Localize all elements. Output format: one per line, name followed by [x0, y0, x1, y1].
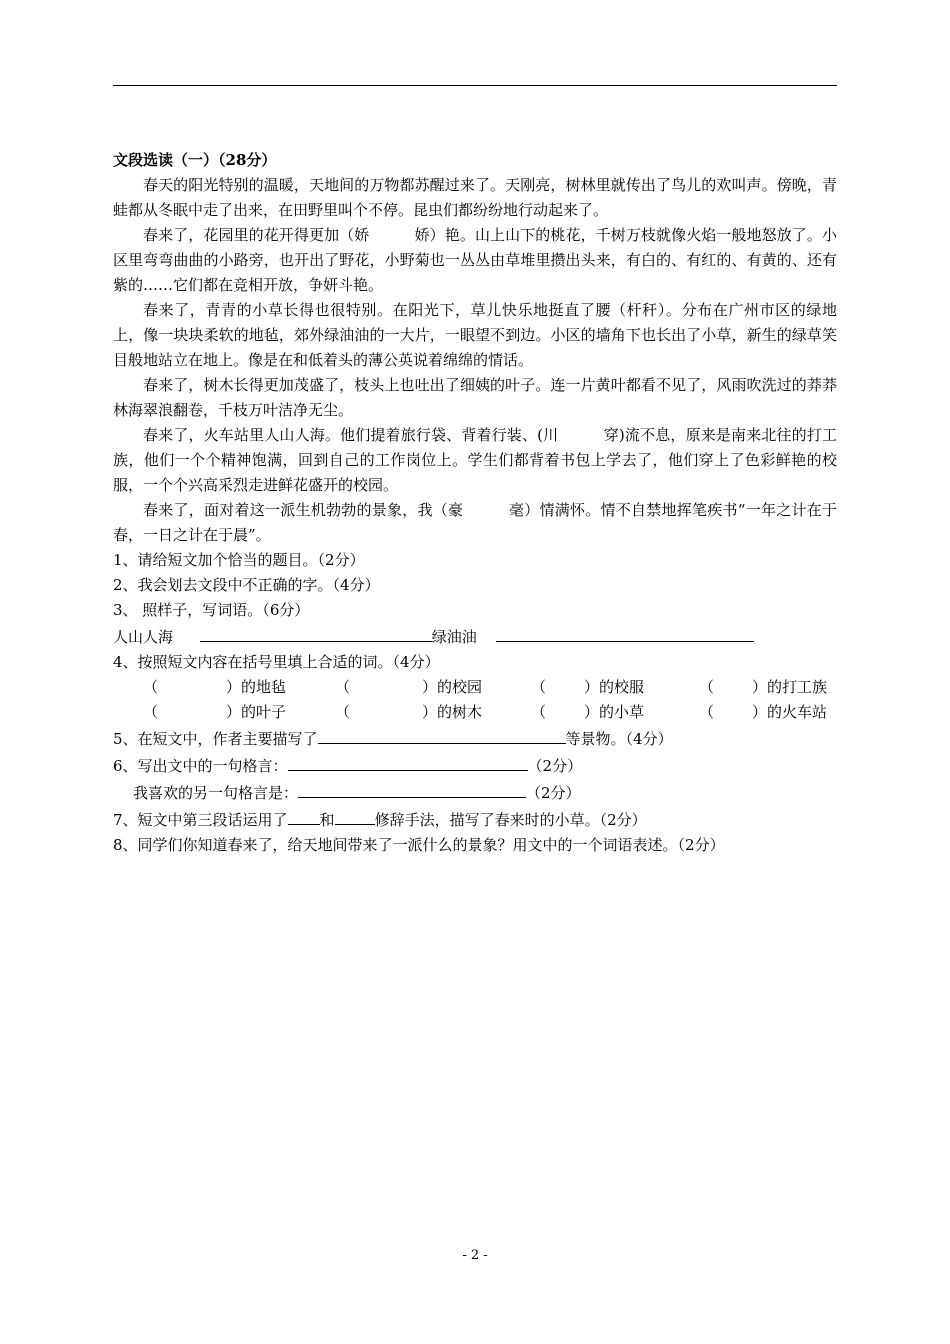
section-title: 文段选读（一）（28分）: [113, 151, 277, 169]
passage-paragraph-3: 春来了，青青的小草长得也很特别。在阳光下，草儿快乐地挺直了腰（杆秆）。分布在广州市区的绿地上，像一块块柔软的地毡，郊外绿油油的一大片，一眼望不到边。小区的墙角下也长出了小草，新生的绿草笑目般地站立在地上。像是在和低着头的薄公英说着绵绵的情话。: [113, 301, 837, 369]
passage-paragraph-4: 春来了，树木长得更加茂盛了，枝头上也吐出了细姨的叶子。连一片黄叶都看不见了，风雨吹洗过的莽莽林海翠浪翻卷，千枝万叶洁净无尘。: [113, 376, 837, 419]
question-7: 7、短文中第三段话运用了 和 修辞手法，描写了春来时的小草。（2分）: [113, 806, 837, 833]
q3-answer-blank-1[interactable]: [200, 623, 432, 642]
question-4-row-1: [113, 675, 837, 700]
q7-answer-blank-2[interactable]: [335, 806, 375, 825]
question-4: 4、按照短文内容在括号里填上合适的词。（4分）: [113, 653, 440, 671]
q6b-answer-blank[interactable]: [298, 779, 526, 798]
worksheet-content: [113, 148, 837, 858]
q4-item-8[interactable]: （ ）的火车站: [699, 703, 828, 721]
passage-paragraph-6: 春来了，面对着这一派生机勃勃的景象，我（豪 毫）情满怀。情不自禁地挥笔疾书“一年之计在于春，一日之计在于晨”。: [113, 501, 837, 544]
q3-answer-blank-2[interactable]: [496, 623, 754, 642]
question-6b: 我喜欢的另一句格言是： （2分）: [113, 779, 837, 806]
q4-item-4[interactable]: （ ）的打工族: [699, 678, 828, 696]
q3-example-word-2: 绿油油: [431, 628, 477, 646]
passage-paragraph-1: 春天的阳光特别的温暖，天地间的万物都苏醒过来了。天刚亮，树林里就传出了鸟儿的欢叫声。傍晚，青蛙都从冬眠中走了出来，在田野里叫个不停。昆虫们都纷纷地行动起来了。: [113, 176, 837, 219]
question-3: 3、 照样子，写词语。（6分）: [113, 601, 310, 619]
question-1: 1、请给短文加个恰当的题目。（2分）: [113, 551, 365, 569]
q4-item-7[interactable]: （ ）的小草: [531, 703, 645, 721]
q4-item-5[interactable]: （ ）的叶子: [143, 703, 287, 721]
q4-item-1[interactable]: （ ）的地毡: [143, 678, 287, 696]
question-5: 5、在短文中，作者主要描写了 等景物。（4分）: [113, 725, 837, 752]
passage-paragraph-2: 春来了，花园里的花开得更加（娇 娇）艳。山上山下的桃花，千树万枝就像火焰一般地怒放了。小区里弯弯曲曲的小路旁，也开出了野花，小野菊也一丛丛由草堆里攒出头来，有白的、有红的、有黄的、还有紫的……它们都在竞相开放，争妍斗艳。: [113, 226, 837, 294]
question-8: 8、同学们你知道春来了，给天地间带来了一派什么的景象？用文中的一个词语表述。（2分）: [113, 836, 725, 854]
question-4-row-2: [113, 700, 837, 725]
passage-paragraph-5: 春来了，火车站里人山人海。他们提着旅行袋、背着行装、(川 穿)流不息，原来是南来北往的打工族，他们一个个精神饱满，回到自己的工作岗位上。学生们都背着书包上学去了，他们穿上了色彩鲜艳的校服，一个个兴高采烈走进鲜花盛开的校园。: [113, 426, 837, 494]
question-6: 6、写出文中的一句格言： （2分）: [113, 752, 837, 779]
q4-item-2[interactable]: （ ）的校园: [335, 678, 483, 696]
q4-item-6[interactable]: （ ）的树木: [335, 703, 483, 721]
q5-answer-blank[interactable]: [318, 725, 566, 744]
q6-answer-blank[interactable]: [288, 752, 528, 771]
header-rule: [113, 85, 837, 86]
q4-item-3[interactable]: （ ）的校服: [531, 678, 645, 696]
question-3-answer-row: [113, 623, 837, 650]
q3-example-word-1: 人山人海: [113, 628, 174, 646]
q7-answer-blank-1[interactable]: [288, 806, 320, 825]
question-2: 2、我会划去文段中不正确的字。（4分）: [113, 576, 380, 594]
page-number: - 2 -: [462, 1248, 488, 1263]
